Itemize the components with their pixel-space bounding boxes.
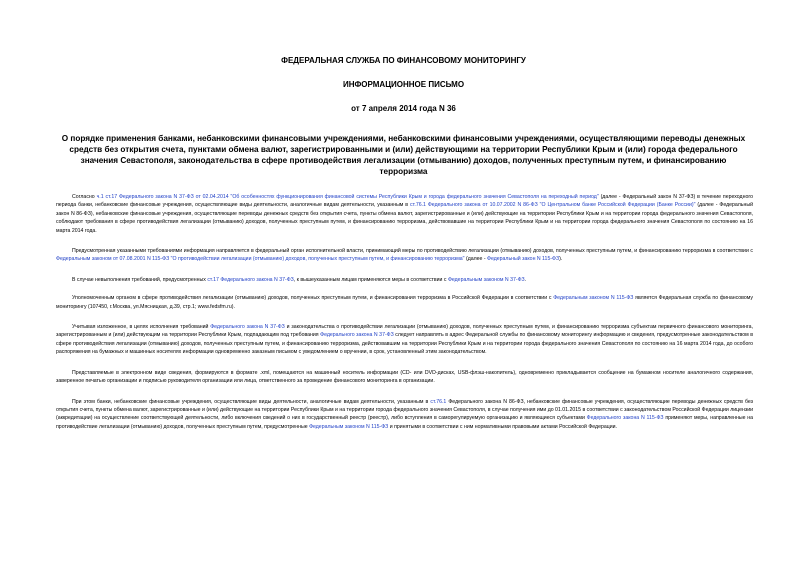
paragraph-6: Представляемые в электронном виде сведения, формируются в формате .xml, помещаются на машинный носитель информации (CD- или DVD-дисках, USB-флэш-накопитель), одновременно прикладывается сообщение на бумажном носителе аналогичного содержания, заверенное печатью организации и подписью руководителя организации или лица, ответственного за проведение финансового мониторинга в организации. xyxy=(56,369,753,385)
link-art17-law-37fz[interactable]: ч.1 ст.17 Федерального закона N 37-ФЗ от 02.04.2014 "Об особенностях функционирования финансовой системы Республики Крым и города федерального значения Севастополя на переходный период" xyxy=(96,194,599,200)
link-law-37fz-3[interactable]: Федерального закона N 37-ФЗ xyxy=(210,324,285,331)
paragraph-1: Согласно ч.1 ст.17 Федерального закона N 37-ФЗ от 02.04.2014 "Об особенностях функционирования финансовой системы Республики Крым и города федерального значения Севастополя на переходный период" (далее - Федеральный закон N 37-ФЗ) в течение переходного периода банки, небанковские финансовые учреждения, осуществляющие виды деятельности, аналогичные видам деятельности, указанным в ст.76.1 Федерального закона от 10.07.2002 N 86-ФЗ "О Центральном банке Российской Федерации (Банке России)" (далее - Федеральный закон N 86-ФЗ), небанковские финансовые учреждения, осуществляющие переводы денежных средств без открытия счета, пункты обмена валют, зарегистрированные и (или) действующие на территории Республики Крым и на территории города федерального значения Севастополя, соблюдают требования в сфере противодействия легализации (отмыванию) доходов, полученных преступным путем, и финансированию терроризма, действовавшие на территории Республики Крым и на территории города федерального значения Севастополя по состоянию на 16 марта 2014 года. xyxy=(56,194,754,234)
link-law-37fz-title[interactable]: ст.76.1 Федерального закона от 10.07.2002 N 86-ФЗ "О Центральном банке Российской Федерации (Банке России)" xyxy=(410,202,696,209)
paragraph-4: Уполномоченным органом в сфере противодействия легализации (отмыванию) доходов, полученных преступным путем, и финансирования терроризма в Российской Федерации в соответствии с Федеральным законом N 115-ФЗ является Федеральная служба по финансовому мониторингу (107450, г.Москва, ул.Мясницкая, д.39, стр.1; www.fedsfm.ru). xyxy=(56,295,753,310)
document-type: ИНФОРМАЦИОННОЕ ПИСЬМО xyxy=(342,80,465,89)
document-title: О порядке применения банками, небанковскими финансовыми учреждениями, небанковскими финансовыми учреждениями, осуществляющими переводы денежных средств без открытия счета, пунктами обмена валют, зарегистрированными и (или) действующими на территории Республики Крым и (или) города федерального значения Севастополя, законодательства в сфере противодействия легализации (отмыванию) доходов, полученных преступным путем, и финансированию терроризма xyxy=(61,134,746,176)
link-law-37fz-2[interactable]: Федеральным законом N 37-ФЗ xyxy=(447,276,525,283)
document-date: от 7 апреля 2014 года N 36 xyxy=(351,104,456,113)
paragraph-5: Учитывая изложенное, в целях исполнения требований Федерального закона N 37-ФЗ и законодательства о противодействии легализации (отмыванию) доходов, полученных преступным путем, и финансированию терроризма субъектам первичного финансового мониторинга, зарегистрированным и (или) действующим на территории Республики Крым, подпадающим под требования Федерального закона N 37-ФЗ следует направлять в адрес Федеральной службы по финансовому мониторингу информацию и сведения, предусмотренные законодательством в сфере противодействия легализации (отмыванию) доходов, полученных преступным путем, и финансированию терроризма, действовавшим на территории Республики Крым и на территории города федерального значения Севастополя по состоянию на 16 марта 2014 года, до особого распоряжения на бумажных и машинных носителях информации одновременно заказным письмом с уведомлением о вручении, в срок, установленный этим законодательством. xyxy=(56,324,753,356)
link-law-115fz-title[interactable]: Федеральным законом от 07.08.2001 N 115-ФЗ "О противодействии легализации (отмыванию) доходов, полученных преступным путем, и финансированию терроризма" xyxy=(56,256,465,263)
link-law-115fz-4[interactable]: Федеральным законом N 115-ФЗ xyxy=(309,423,389,430)
link-law-115fz-2[interactable]: Федеральным законом N 115-ФЗ xyxy=(553,295,634,302)
link-art17-law-37fz-2[interactable]: ст.17 Федерального закона N 37-ФЗ xyxy=(207,276,294,283)
link-law-115fz-3[interactable]: Федерального закона N 115-ФЗ xyxy=(586,415,664,422)
issuing-authority: ФЕДЕРАЛЬНАЯ СЛУЖБА ПО ФИНАНСОВОМУ МОНИТОРИНГУ xyxy=(281,56,526,65)
paragraph-3: В случае невыполнения требований, предусмотренных ст.17 Федерального закона N 37-ФЗ, к вышеуказанным лицам применяются меры в соответствии с Федеральным законом N 37-ФЗ. xyxy=(72,276,527,283)
paragraph-7: При этом банки, небанковские финансовые учреждения, осуществляющие виды деятельности, аналогичные видам деятельности, указанным в ст.76.1 Федерального закона N 86-ФЗ, небанковские финансовые учреждения, осуществляющие переводы денежных средств без открытия счета, пункты обмена валют, зарегистрированные и (или) действующие на территории Республики Крым и на территории города федерального значения Севастополя, в случае получения ими до 01.01.2015 в соответствии с законодательством Российской Федерации лицензии (аккредитации) на осуществление соответствующей деятельности, либо включения сведений о них в государственный реестр (реестр), либо вступления в саморегулируемую организацию и являющиеся субъектами Федерального закона N 115-ФЗ применяют меры, направленные на противодействие легализации (отмыванию) доходов, полученных преступным путем, предусмотренные Федеральным законом N 115-ФЗ и принятыми в соответствии с ним нормативными правовыми актами Российской Федерации. xyxy=(56,398,754,430)
link-law-115fz[interactable]: Федеральный закон N 115-ФЗ xyxy=(487,256,560,263)
paragraph-2: Предусмотренная указанными требованиями информация направляется в федеральный орган исполнительной власти, принимающий меры по противодействию легализации (отмыванию) доходов, полученных преступным путем, и финансированию терроризма в соответствии с Федеральным законом от 07.08.2001 N 115-ФЗ "О противодействии легализации (отмыванию) доходов, полученных преступным путем, и финансированию терроризма" (далее - Федеральный закон N 115-ФЗ). xyxy=(56,248,753,263)
link-art76-1[interactable]: ст.76.1 xyxy=(430,398,447,405)
link-law-37fz-4[interactable]: Федерального закона N 37-ФЗ xyxy=(320,332,394,339)
